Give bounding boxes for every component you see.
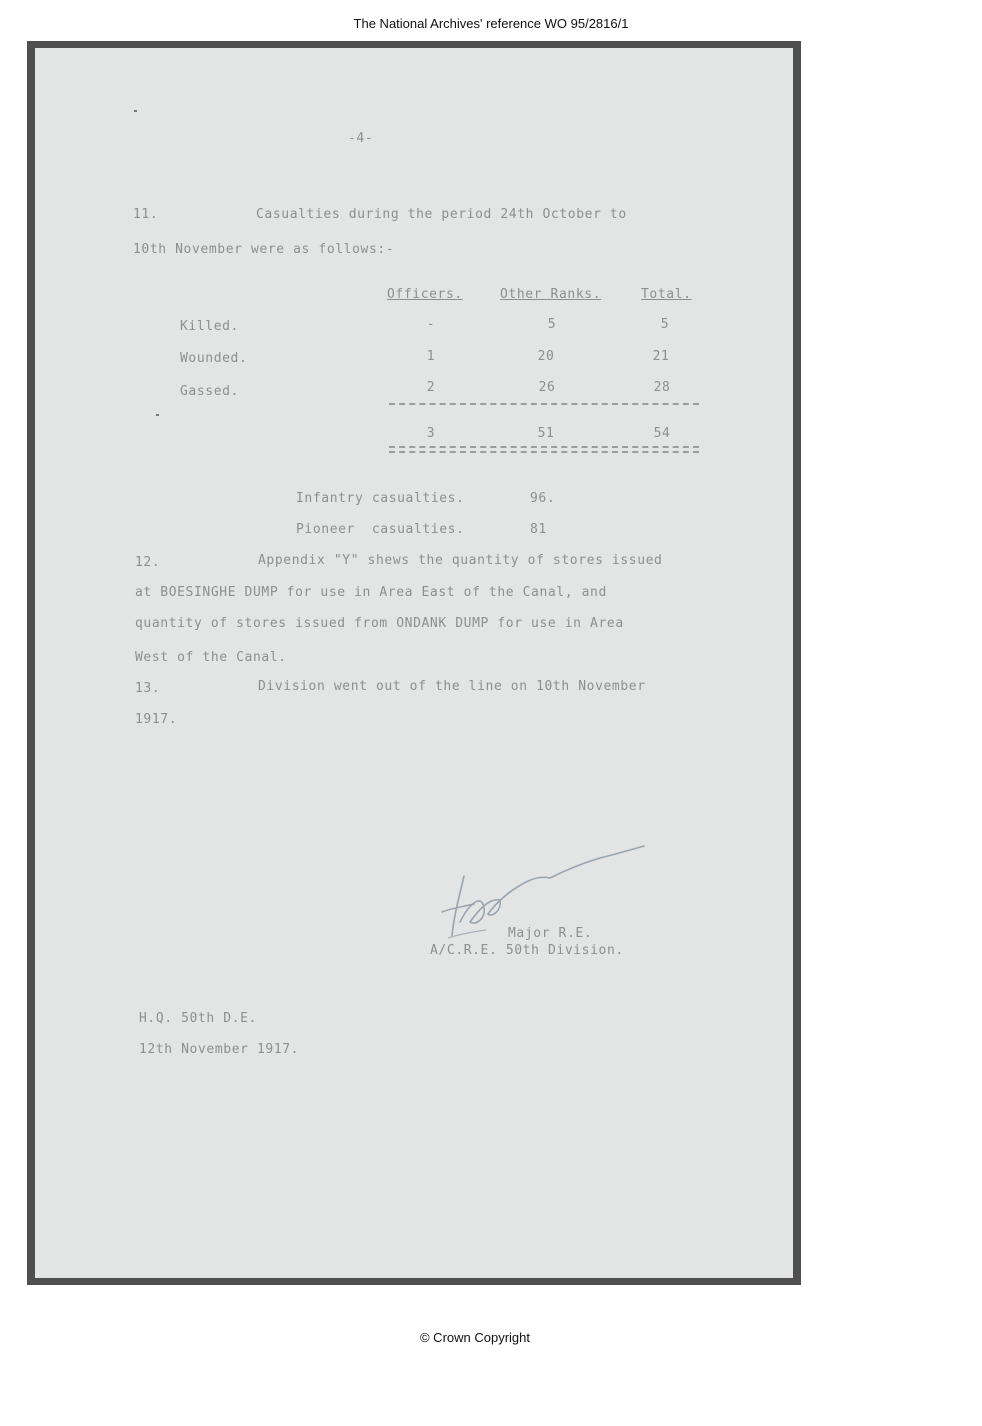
cell-other-ranks: 5 [547, 317, 557, 332]
para-12-line: quantity of stores issued from ONDANK DUMP for use in Area [135, 616, 624, 631]
header-other-ranks: Other Ranks. [500, 287, 602, 302]
total-other-ranks: 51 [537, 426, 555, 441]
summary-value: 81 [530, 522, 547, 537]
paper-speck [134, 110, 137, 112]
row-label-gassed: Gassed. [180, 384, 239, 399]
total-officers: 3 [426, 426, 436, 441]
summary-label: Infantry casualties. [296, 491, 465, 506]
issue-date: 12th November 1917. [139, 1042, 300, 1057]
para-13-number: 13. [135, 681, 161, 696]
archive-reference: The National Archives' reference WO 95/2816/1 [353, 16, 629, 31]
cell-total: 21 [652, 349, 670, 364]
summary-value: 96. [530, 491, 556, 506]
para-12-line: at BOESINGHE DUMP for use in Area East of the Canal, and [135, 585, 607, 600]
cell-total: 28 [653, 380, 671, 395]
row-label-killed: Killed. [180, 319, 239, 334]
header-total: Total. [641, 287, 692, 302]
para-12-line: West of the Canal. [135, 650, 287, 665]
summary-label: Pioneer casualties. [296, 522, 465, 537]
signatory-role: A/C.R.E. 50th Division. [430, 943, 624, 958]
header-officers: Officers. [387, 287, 463, 302]
paper-speck [156, 414, 159, 416]
para-11-line: 10th November were as follows:- [133, 242, 395, 257]
copyright-footer: © Crown Copyright [419, 1330, 530, 1345]
cell-officers: 2 [426, 380, 436, 395]
cell-other-ranks: 20 [537, 349, 555, 364]
para-13-line: 1917. [135, 712, 178, 727]
total-total: 54 [653, 426, 671, 441]
para-11-line: Casualties during the period 24th October to [256, 207, 627, 222]
issuing-hq: H.Q. 50th D.E. [139, 1011, 257, 1026]
para-13-line: Division went out of the line on 10th November [258, 679, 646, 694]
cell-officers: - [426, 317, 436, 332]
signatory-rank: Major R.E. [508, 926, 593, 941]
page-number: -4- [348, 131, 374, 146]
cell-other-ranks: 26 [538, 380, 556, 395]
para-11-number: 11. [133, 207, 159, 222]
table-double-rule [389, 446, 699, 448]
table-double-rule [389, 451, 699, 453]
table-rule [389, 403, 699, 405]
para-12-line: Appendix "Y" shews the quantity of stores issued [258, 553, 663, 568]
para-12-number: 12. [135, 555, 161, 570]
cell-total: 5 [660, 317, 670, 332]
cell-officers: 1 [426, 349, 436, 364]
row-label-wounded: Wounded. [180, 351, 248, 366]
